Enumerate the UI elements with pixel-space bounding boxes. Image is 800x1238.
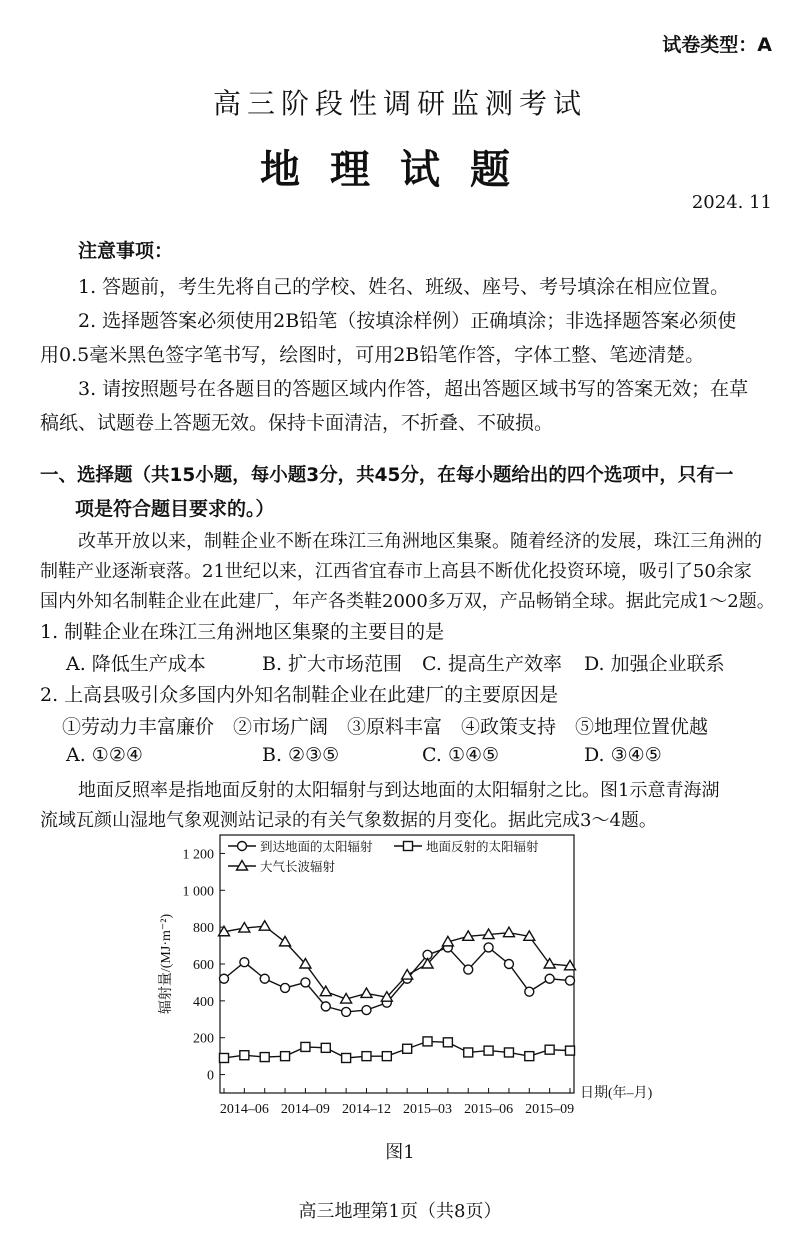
y-tick-label: 600 bbox=[193, 958, 214, 973]
x-tick-label: 2014–06 bbox=[219, 1102, 269, 1117]
series-line-square bbox=[224, 1041, 570, 1058]
data-point-square bbox=[403, 1044, 412, 1053]
data-point-circle bbox=[504, 960, 513, 969]
exam-date: 2024. 11 bbox=[691, 192, 772, 213]
x-tick-label: 2014–09 bbox=[280, 1102, 330, 1117]
data-point-circle bbox=[220, 974, 229, 983]
passage1-line-3: 国内外知名制鞋企业在此建厂，年产各类鞋2000多万双，产品畅销全球。据此完成1～2题。 bbox=[40, 591, 775, 612]
x-axis-label: 日期(年–月) bbox=[580, 1086, 653, 1101]
q2-option-a: A. ①②④ bbox=[66, 744, 143, 766]
q2-option-c: C. ①④⑤ bbox=[422, 744, 500, 766]
exam-title: 高三阶段性调研监测考试 bbox=[212, 87, 587, 120]
data-point-circle bbox=[240, 958, 249, 967]
data-point-circle bbox=[484, 943, 493, 952]
notice-line-3: 用0.5毫米黑色签字笔书写，绘图时，可用2B铅笔作答，字体工整、笔迹清楚。 bbox=[40, 344, 705, 366]
data-point-square bbox=[240, 1051, 249, 1060]
notice-line-1: 1. 答题前，考生先将自己的学校、姓名、班级、座号、考号填涂在相应位置。 bbox=[78, 276, 730, 298]
data-point-circle bbox=[260, 974, 269, 983]
data-point-square bbox=[382, 1052, 391, 1061]
y-tick-label: 200 bbox=[193, 1031, 214, 1047]
section-heading-2: 项是符合题目要求的。） bbox=[75, 498, 275, 520]
data-point-triangle bbox=[259, 921, 270, 931]
passage2-line-2: 流域瓦颜山湿地气象观测站记录的有关气象数据的月变化。据此完成3～4题。 bbox=[40, 810, 657, 831]
y-tick-label: 1 200 bbox=[182, 847, 214, 863]
legend-marker-circle bbox=[238, 842, 247, 851]
data-point-square bbox=[281, 1052, 290, 1061]
x-tick-label: 2015–03 bbox=[403, 1102, 453, 1117]
q1-option-a: A. 降低生产成本 bbox=[66, 653, 206, 675]
data-point-triangle bbox=[361, 988, 372, 998]
notice-line-2: 2. 选择题答案必须使用2B铅笔（按填涂样例）正确填涂；非选择题答案必须使 bbox=[78, 310, 737, 332]
passage1-line-2: 制鞋产业逐渐衰落。21世纪以来，江西省宜春市上高县不断优化投资环境，吸引了50余家 bbox=[40, 561, 752, 582]
data-point-square bbox=[525, 1052, 534, 1061]
y-tick-label: 800 bbox=[193, 921, 214, 937]
data-point-circle bbox=[464, 965, 473, 974]
subject-title: 地理试题 bbox=[260, 147, 540, 193]
notice-heading: 注意事项： bbox=[78, 240, 174, 262]
section-heading-1: 一、选择题（共15小题，每小题3分，共45分，在每小题给出的四个选项中，只有一 bbox=[40, 465, 734, 486]
passage2-line-1: 地面反照率是指地面反射的太阳辐射与到达地面的太阳辐射之比。图1示意青海湖 bbox=[78, 780, 720, 801]
data-point-circle bbox=[525, 987, 534, 996]
data-point-circle bbox=[301, 978, 310, 987]
legend-label: 地面反射的太阳辐射 bbox=[426, 840, 539, 854]
data-point-square bbox=[504, 1048, 513, 1057]
q2-option-d: D. ③④⑤ bbox=[584, 744, 662, 766]
data-point-circle bbox=[281, 983, 290, 992]
page-footer: 高三地理第1页（共8页） bbox=[298, 1201, 502, 1222]
legend-label: 到达地面的太阳辐射 bbox=[260, 840, 373, 854]
legend-label: 大气长波辐射 bbox=[260, 860, 336, 874]
q1-option-b: B. 扩大市场范围 bbox=[262, 653, 403, 675]
q2-factors: ①劳动力丰富廉价 ②市场广阔 ③原料丰富 ④政策支持 ⑤地理位置优越 bbox=[62, 716, 709, 738]
data-point-circle bbox=[362, 1006, 371, 1015]
data-point-square bbox=[484, 1046, 493, 1055]
data-point-square bbox=[464, 1048, 473, 1057]
data-point-circle bbox=[342, 1007, 351, 1016]
q1-option-d: D. 加强企业联系 bbox=[584, 653, 725, 675]
q1-option-c: C. 提高生产效率 bbox=[422, 653, 562, 675]
paper-type: 试卷类型：A bbox=[662, 34, 772, 56]
x-tick-label: 2015–06 bbox=[464, 1102, 514, 1117]
y-tick-label: 400 bbox=[193, 994, 214, 1010]
y-tick-label: 1 000 bbox=[182, 884, 214, 900]
data-point-circle bbox=[321, 1002, 330, 1011]
x-tick-label: 2015–09 bbox=[525, 1102, 575, 1117]
legend-marker-square bbox=[404, 842, 413, 851]
data-point-square bbox=[423, 1037, 432, 1046]
data-point-triangle bbox=[503, 927, 514, 937]
data-point-square bbox=[301, 1042, 310, 1051]
data-point-circle bbox=[545, 974, 554, 983]
data-point-square bbox=[220, 1053, 229, 1062]
legend-marker-triangle bbox=[237, 861, 248, 871]
data-point-circle bbox=[566, 976, 575, 985]
passage1-line-1: 改革开放以来，制鞋企业不断在珠江三角洲地区集聚。随着经济的发展，珠江三角洲的 bbox=[78, 531, 762, 552]
data-point-square bbox=[260, 1053, 269, 1062]
q2-option-b: B. ②③⑤ bbox=[262, 744, 340, 766]
y-axis-label: 辐射量/(MJ·m⁻²) bbox=[159, 913, 174, 1015]
data-point-triangle bbox=[280, 936, 291, 946]
data-point-square bbox=[545, 1045, 554, 1054]
series-line-circle bbox=[224, 947, 570, 1012]
data-point-square bbox=[321, 1043, 330, 1052]
q2-stem: 2. 上高县吸引众多国内外知名制鞋企业在此建厂的主要原因是 bbox=[40, 684, 559, 706]
figure-caption: 图1 bbox=[385, 1142, 415, 1163]
radiation-chart bbox=[150, 825, 660, 1130]
data-point-square bbox=[362, 1052, 371, 1061]
data-point-square bbox=[342, 1053, 351, 1062]
data-point-square bbox=[566, 1046, 575, 1055]
notice-line-5: 稿纸、试题卷上答题无效。保持卡面清洁，不折叠、不破损。 bbox=[40, 412, 554, 434]
y-tick-label: 0 bbox=[207, 1068, 214, 1084]
x-tick-label: 2014–12 bbox=[341, 1102, 391, 1117]
notice-line-4: 3. 请按照题号在各题目的答题区域内作答，超出答题区域书写的答案无效；在草 bbox=[78, 378, 749, 400]
q1-stem: 1. 制鞋企业在珠江三角洲地区集聚的主要目的是 bbox=[40, 621, 445, 643]
series-line-triangle bbox=[224, 926, 570, 999]
data-point-square bbox=[443, 1038, 452, 1047]
